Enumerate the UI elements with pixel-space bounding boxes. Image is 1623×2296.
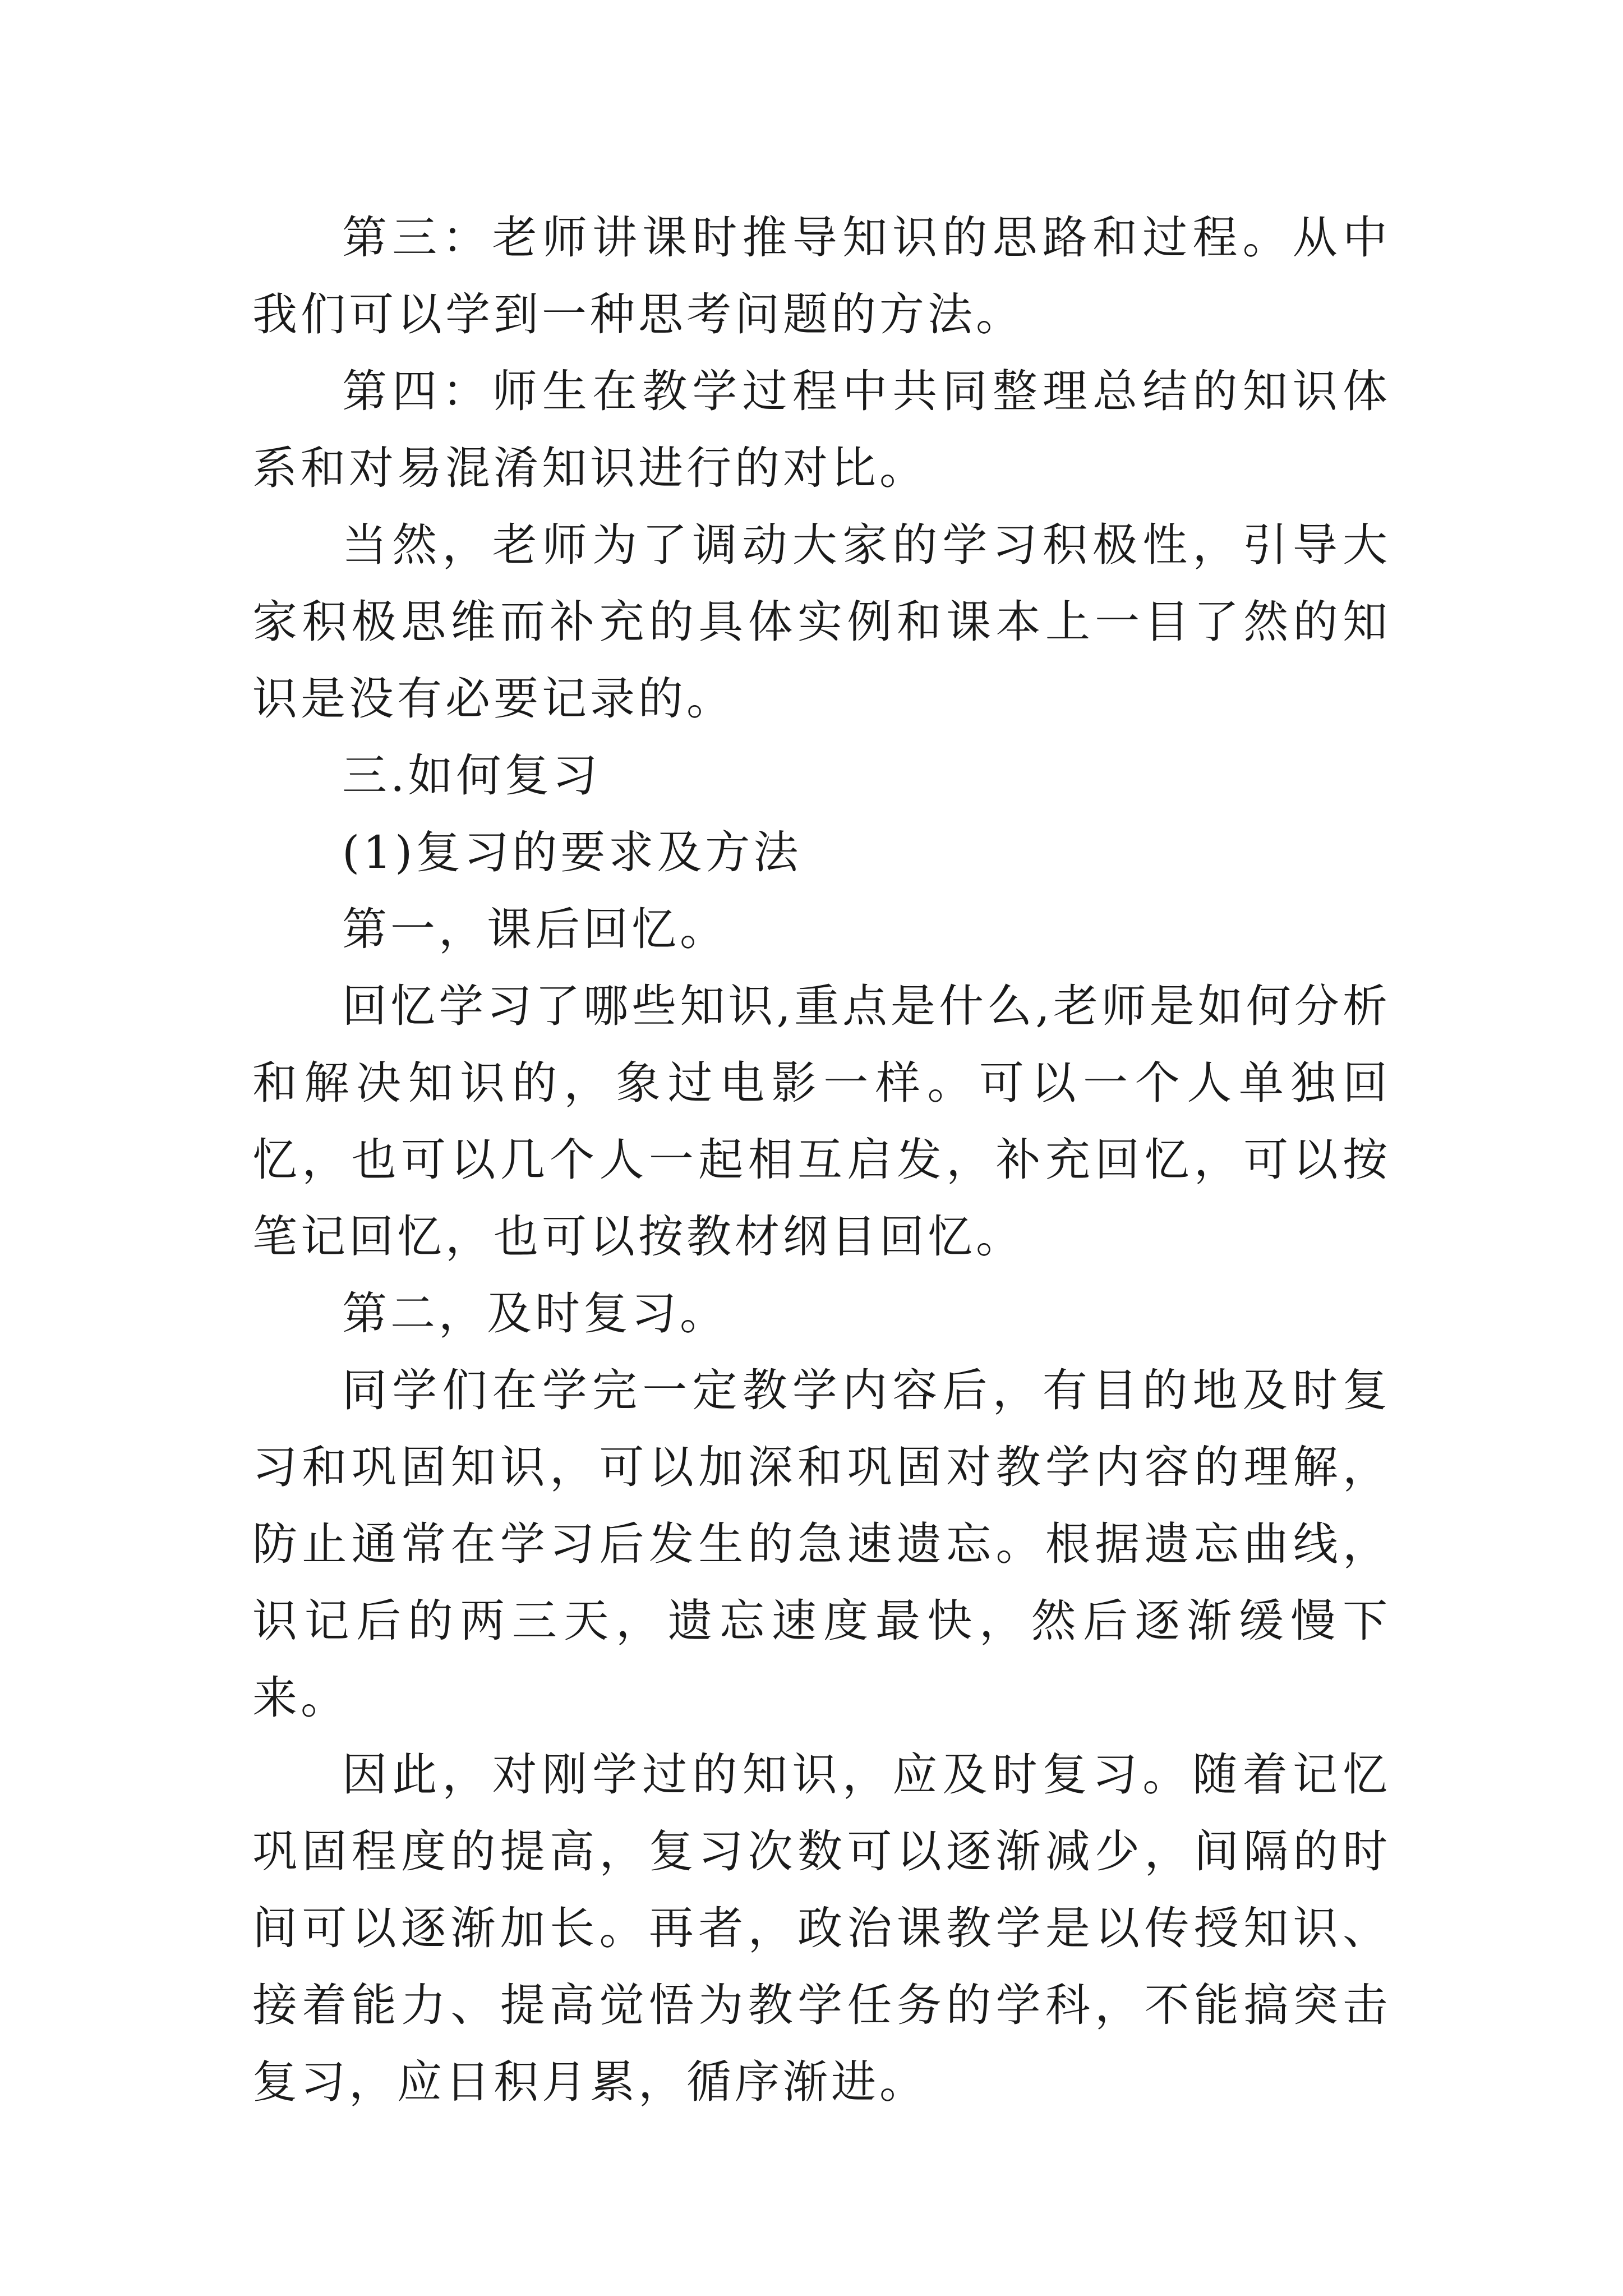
paragraph-timely-review-details: 同学们在学完一定教学内容后，有目的地及时复习和巩固知识，可以加深和巩固对教学内容的理解，防止通常在学习后发生的急速遗忘。根据遗忘曲线，识记后的两三天，遗忘速度最快，然后逐渐缓慢下来。 [252, 1364, 1391, 1724]
section-heading-review: 三.如何复习 [342, 749, 601, 802]
document-body [252, 199, 1391, 2120]
paragraph-second-timely-review: 第二，及时复习。 [342, 1287, 728, 1340]
paragraph-conclusion: 因此，对刚学过的知识，应及时复习。随着记忆巩固程度的提高，复习次数可以逐渐减少，间隔的时间可以逐渐加长。再者，政治课教学是以传授知识、接着能力、提高觉悟为教学任务的学科，不能搞突击复习，应日积月累，循序渐进。 [252, 1749, 1391, 2108]
subsection-heading-review-methods: (1)复习的要求及方法 [342, 826, 802, 878]
paragraph-first-recall: 第一，课后回忆。 [342, 903, 728, 955]
paragraph-point-four: 第四：师生在教学过程中共同整理总结的知识体系和对易混淆知识进行的对比。 [252, 365, 1391, 494]
paragraph-recall-details: 回忆学习了哪些知识,重点是什么,老师是如何分析和解决知识的，象过电影一样。可以一个人单独回忆，也可以几个人一起相互启发，补充回忆，可以按笔记回忆，也可以按教材纲目回忆。 [252, 980, 1391, 1263]
paragraph-point-three: 第三：老师讲课时推导知识的思路和过程。从中我们可以学到一种思考问题的方法。 [252, 211, 1391, 341]
paragraph-note: 当然，老师为了调动大家的学习积极性，引导大家积极思维而补充的具体实例和课本上一目了然的知识是没有必要记录的。 [252, 519, 1391, 725]
